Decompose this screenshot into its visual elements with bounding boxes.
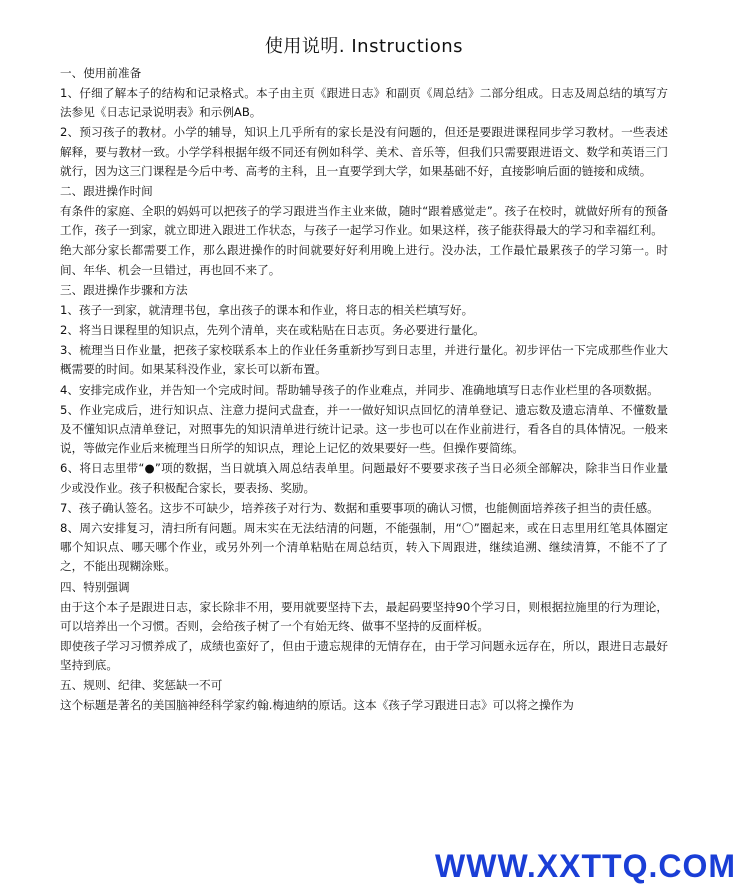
paragraph: 2、预习孩子的教材。小学的辅导，知识上几乎所有的家长是没有问题的，但还是要跟进课程同步学习教材。一些表述解释，要与教材一致。小学学科根据年级不同还有例如科学、美术、音乐等，但我们只需要跟进语文、数学和英语三门就行，因为这三门课程是今后中考、高考的主科，且一直要学到大学，如果基础不好，直接影响后面的链接和成绩。 (60, 125, 668, 178)
paragraph: 绝大部分家长都需要工作，那么跟进操作的时间就要好好利用晚上进行。没办法，工作最忙最累孩子的学习第一。时间、年华、机会一旦错过，再也回不来了。 (60, 243, 668, 277)
section-heading: 一、使用前准备 (60, 66, 142, 80)
paragraph: 8、周六安排复习，清扫所有问题。周末实在无法结清的问题，不能强制，用“〇”圈起来，或在日志里用红笔具体圈定哪个知识点、哪天哪个作业，或另外列一个清单粘贴在周总结页，转入下周跟进，继续追溯、继续清算，不能不了了之，不能出现糊涂账。 (60, 521, 668, 574)
paragraph: 1、仔细了解本子的结构和记录格式。本子由主页《跟进日志》和副页《周总结》二部分组成。日志及周总结的填写方法参见《日志记录说明表》和示例AB。 (60, 86, 668, 120)
paragraph: 即使孩子学习习惯养成了，成绩也蛮好了，但由于遗忘规律的无情存在，由于学习问题永远存在，所以，跟进日志最好坚持到底。 (60, 639, 668, 673)
site-watermark: WWW.XXTTQ.COM (435, 848, 736, 884)
section-heading: 五、规则、纪律、奖惩缺一不可 (60, 678, 223, 693)
paragraph: 7、孩子确认签名。这步不可缺少，培养孩子对行为、数据和重要事项的确认习惯，也能侧面培养孩子担当的责任感。 (60, 500, 659, 515)
page-title: 使用说明. Instructions (264, 36, 464, 57)
paragraph: 4、安排完成作业，并告知一个完成时间。帮助辅导孩子的作业难点，并同步、准确地填写日志作业栏里的各项数据。 (60, 382, 659, 397)
document (60, 34, 668, 717)
paragraph: 3、梳理当日作业量，把孩子家校联系本上的作业任务重新抄写到日志里，并进行量化。初步评估一下完成那些作业大概需要的时间。如果某科没作业，家长可以新布置。 (60, 343, 668, 377)
paragraph: 由于这个本子是跟进日志，家长除非不用，要用就要坚持下去，最起码要坚持90个学习日，则根据拉施里的行为理论，可以培养出一个习惯。否则，会给孩子树了一个有始无终、做事不坚持的反面样板。 (60, 599, 668, 633)
paragraph: 1、孩子一到家，就清理书包，拿出孩子的课本和作业，将日志的相关栏填写好。 (60, 302, 474, 317)
section-heading: 二、跟进操作时间 (60, 184, 153, 199)
paragraph: 2、将当日课程里的知识点，先列个清单，夹在或粘贴在日志页。务必要进行量化。 (60, 323, 485, 338)
paragraph: 有条件的家庭、全职的妈妈可以把孩子的学习跟进当作主业来做，随时“跟着感觉走”。孩子在校时，就做好所有的预备工作，孩子一到家，就立即进入跟进工作状态，与孩子一起学习作业。如果这样，孩子能获得最大的学习和幸福红利。 (60, 204, 668, 238)
section-heading: 四、特别强调 (60, 579, 130, 594)
paragraph: 这个标题是著名的美国脑神经科学家约翰.梅迪纳的原话。这本《孩子学习跟进日志》可以将之操作为 (60, 698, 574, 713)
paragraph: 6、将日志里带“●”项的数据，当日就填入周总结表单里。问题最好不要要求孩子当日必须全部解决，除非当日作业量少或没作业。孩子积极配合家长，要表扬、奖励。 (60, 461, 668, 495)
paragraph: 5、作业完成后，进行知识点、注意力提问式盘查，并一一做好知识点回忆的清单登记、遗忘数及遗忘清单、不懂数量及不懂知识点清单登记，对照事先的知识清单进行统计记录。这一步也可以在作业前进行，看各自的具体情况。一般来说，等做完作业后来梳理当日所学的知识点，理论上记忆的效果要好一些。但操作要简练。 (60, 402, 668, 456)
section-heading: 三、跟进操作步骤和方法 (60, 282, 188, 297)
